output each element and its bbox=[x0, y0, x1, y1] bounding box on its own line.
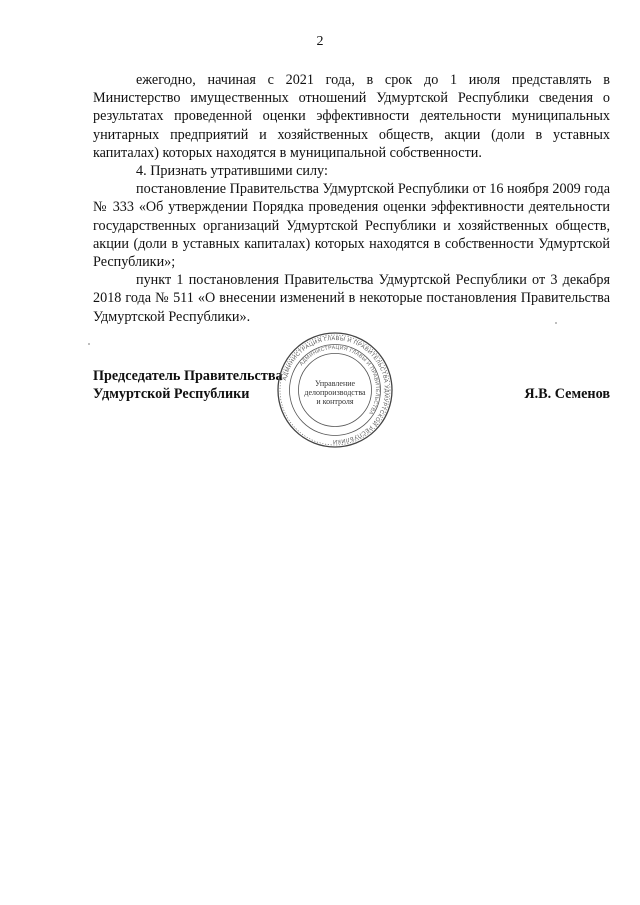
signer-title bbox=[93, 367, 283, 403]
signer-name: Я.В. Семенов bbox=[524, 386, 610, 402]
seal-center-line-2: делопроизводства bbox=[304, 388, 366, 397]
seal-center-line-1: Управление bbox=[314, 379, 356, 388]
paragraph-repealed-resolution: постановление Правительства Удмуртской Республики от 16 ноября 2009 года № 333 «Об утверждении Порядка проведения оценки эффективности деятельности государственных организаций Удмуртской Республики и хозяйственных обществ, акции (доли в уставных капиталах) которых находятся в собственности Удмуртской Республики»; bbox=[93, 181, 610, 271]
paragraph-repealed-clause: пункт 1 постановления Правительства Удмуртской Республики от 3 декабря 2018 года № 511 «О внесении изменений в некоторые постановления Правительства Удмуртской Республики». bbox=[93, 272, 610, 325]
scan-speck bbox=[555, 322, 557, 324]
paragraph-item-4: 4. Признать утратившими силу: bbox=[136, 163, 328, 180]
seal-center-line-3: и контроля bbox=[316, 397, 354, 406]
signer-title-line-1: Председатель Правительства bbox=[93, 368, 283, 384]
official-seal bbox=[275, 330, 395, 450]
seal-ring-text-outer: АДМИНИСТРАЦИЯ ГЛАВЫ И ПРАВИТЕЛЬСТВА УДМУРТСКОЙ РЕСПУБЛИКИ bbox=[281, 335, 390, 445]
paragraph-annual-reporting: ежегодно, начиная с 2021 года, в срок до 1 июля представлять в Министерство имущественных отношений Удмуртской Республики сведения о результатах проведенной оценки эффективности деятельности муниципальных унитарных предприятий и хозяйственных обществ, акции (доли в уставных капиталах) которых находятся в муниципальной собственности. bbox=[93, 72, 610, 161]
document-body bbox=[93, 71, 610, 326]
signer-title-line-2: Удмуртской Республики bbox=[93, 386, 250, 403]
scan-speck bbox=[88, 343, 90, 345]
seal-ring-text-inner: АДМИНИСТРАЦИЯ ГЛАВЫ И ПРАВИТЕЛЬСТВА bbox=[298, 344, 381, 416]
page-number: 2 bbox=[316, 34, 324, 49]
